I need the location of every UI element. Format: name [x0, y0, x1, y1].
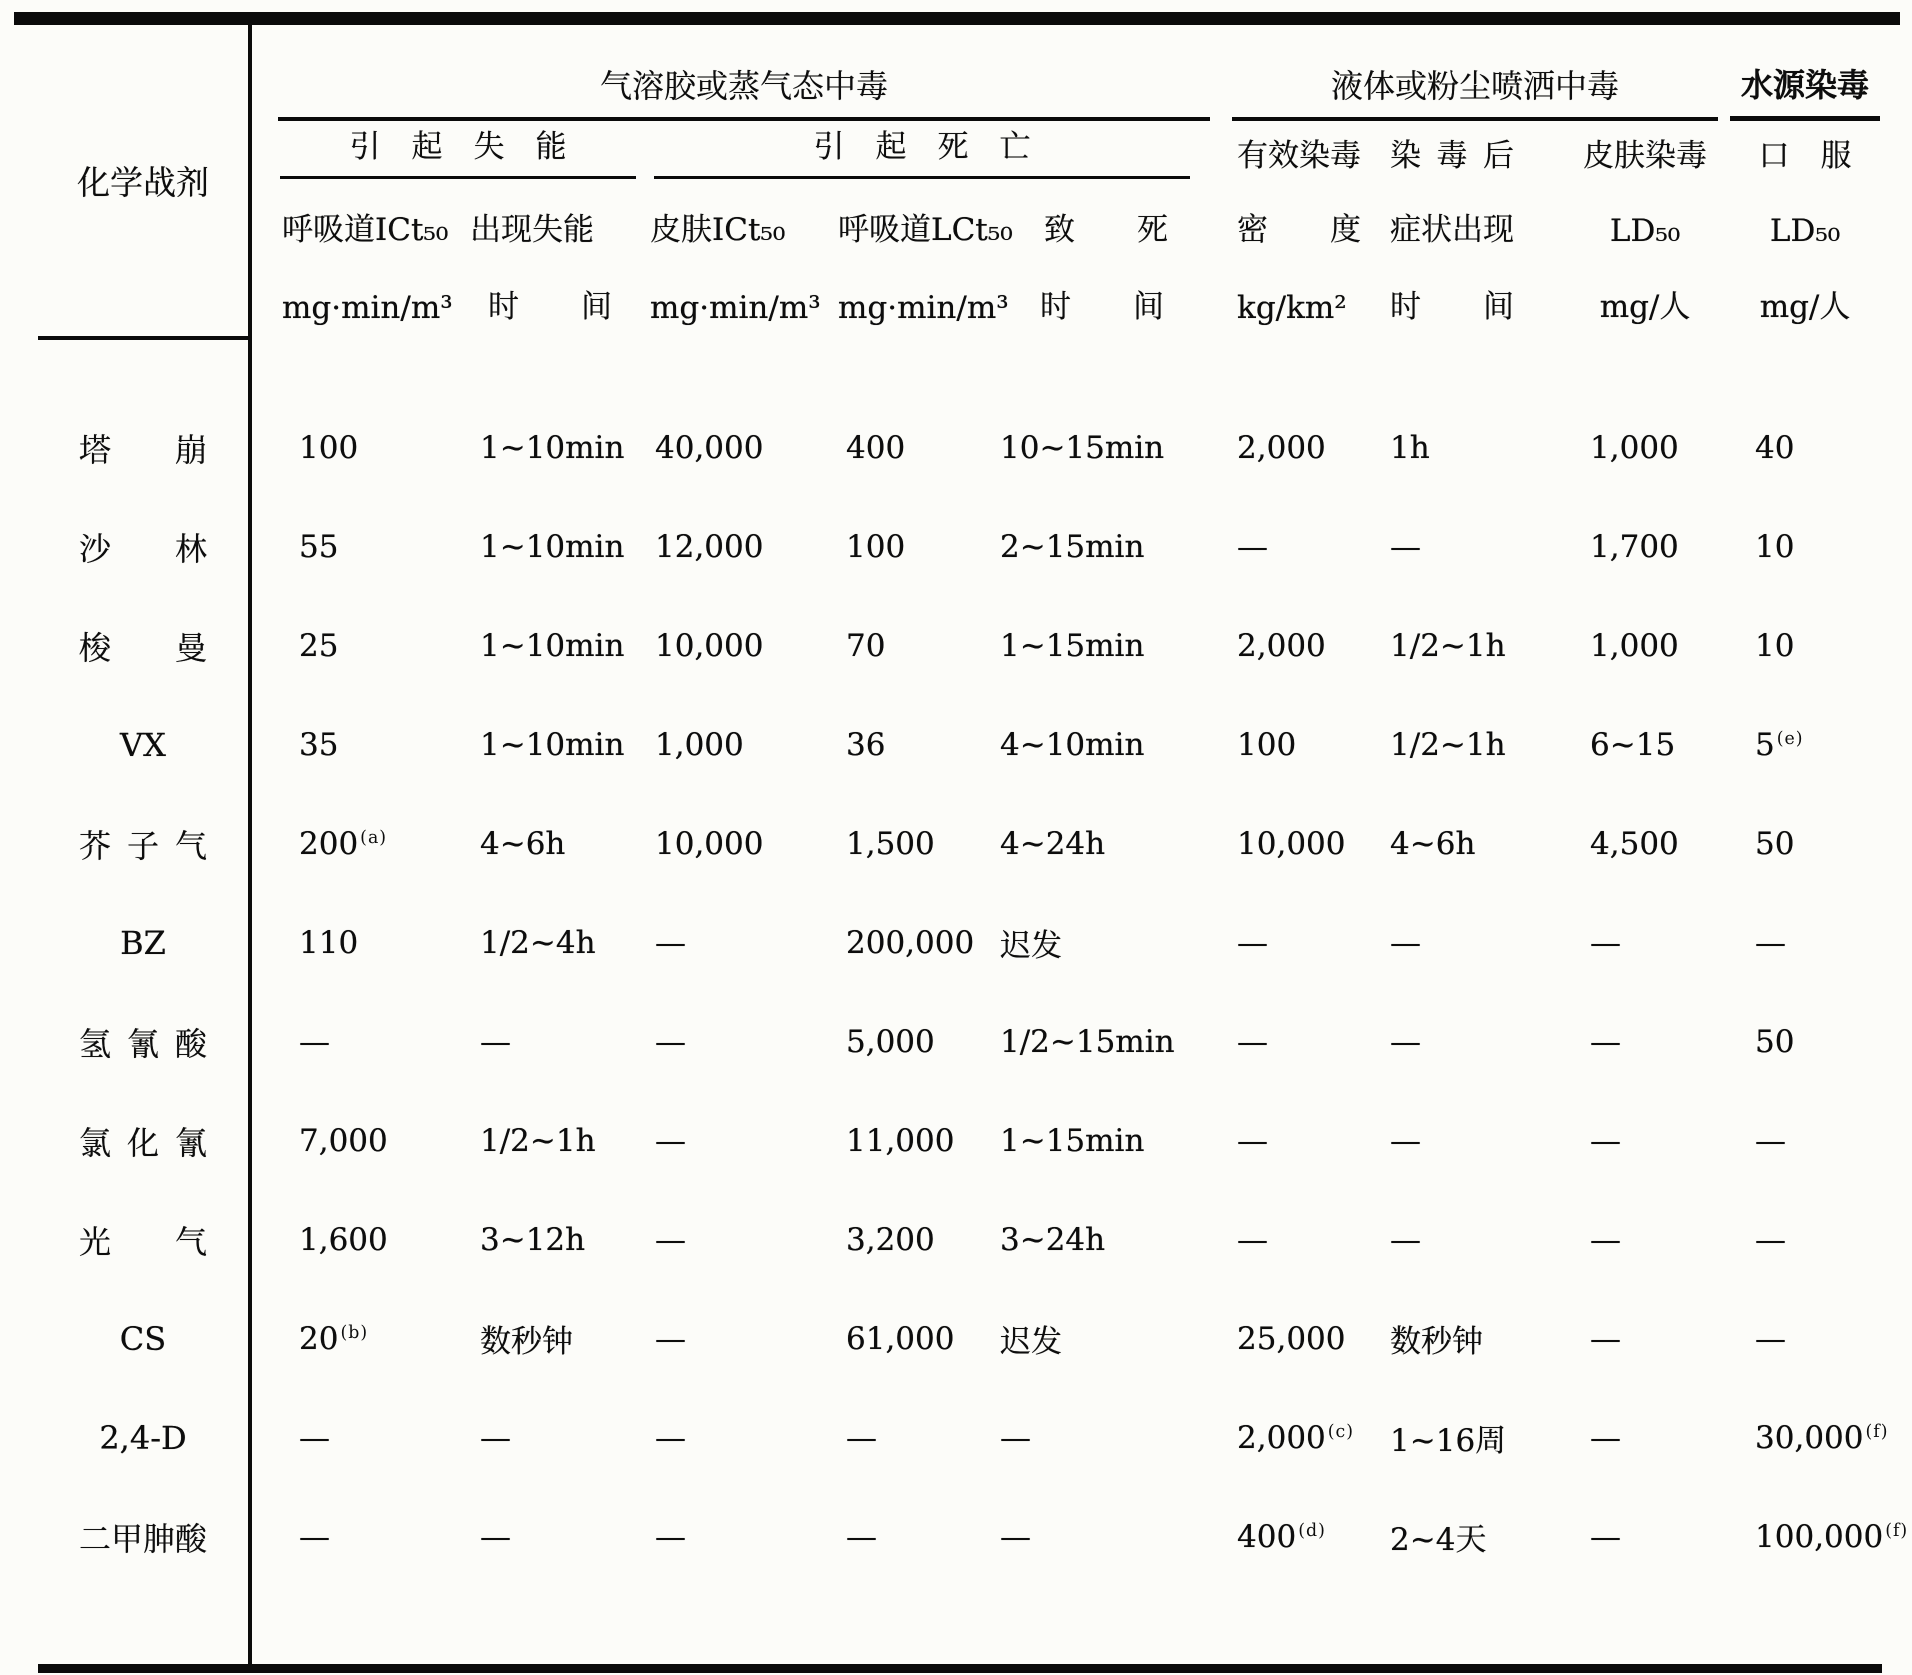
col-unit-oral-ld50: mg/人: [1759, 289, 1851, 325]
cell-symptom-onset-time: —: [1390, 924, 1422, 961]
cell-symptom-onset-time: —: [1390, 1122, 1422, 1159]
col-header-oral-ld50-line1: 口 服: [1758, 138, 1852, 174]
cell-death-time: 4~24h: [1000, 825, 1106, 862]
cell-skin-ld50: —: [1590, 1518, 1622, 1555]
cell-death-time: 10~15min: [1000, 429, 1165, 466]
cell-skin-ict50: —: [655, 1419, 686, 1456]
col-unit-skin-ld50: mg/人: [1599, 289, 1691, 325]
col-header-agent: 化学战剂: [38, 25, 250, 338]
cell-oral-ld50: 5 $^{(e)}$: [1755, 726, 1804, 763]
table-row: [38, 695, 1882, 794]
cell-resp-ict50: 1,600: [299, 1221, 388, 1258]
table-row: [38, 398, 1882, 497]
col-header-symptom-onset-line2: 症状出现: [1390, 212, 1515, 248]
cell-skin-ict50: —: [655, 1023, 686, 1060]
cell-resp-lct50: 70: [846, 627, 886, 664]
cell-death-time: 1~15min: [1000, 627, 1145, 664]
cell-resp-ict50: 55: [299, 528, 339, 565]
cell-incap-onset-time: 数秒钟: [480, 1324, 573, 1360]
cell-skin-ict50: 1,000: [655, 726, 744, 763]
group-header-water-contamination: [1728, 25, 1882, 121]
cell-resp-ict50: 25: [299, 627, 339, 664]
subgroup-header-death: [642, 121, 1228, 189]
cell-death-time: 2~15min: [1000, 528, 1145, 565]
cell-oral-ld50: —: [1755, 1122, 1787, 1159]
cell-incap-onset-time: 1~10min: [480, 726, 625, 763]
cell-death-time: 迟发: [1000, 928, 1062, 964]
cell-incap-onset-time: 3~12h: [480, 1221, 586, 1258]
cell-oral-ld50: —: [1755, 1221, 1787, 1258]
table-row: [38, 1289, 1882, 1388]
cell-symptom-onset-time: 1/2~1h: [1390, 726, 1506, 763]
agent-name: 光 气: [38, 1190, 250, 1289]
cell-symptom-onset-time: 数秒钟: [1390, 1324, 1484, 1360]
subgroup-header-incapacitation: [250, 121, 642, 189]
table-row: [38, 1190, 1882, 1289]
cell-skin-ld50: —: [1590, 1320, 1622, 1357]
cell-resp-lct50: 61,000: [846, 1320, 955, 1357]
cell-oral-ld50: 10: [1755, 528, 1795, 565]
spacer-cell: [38, 338, 250, 398]
cell-skin-ld50: 1,700: [1590, 528, 1679, 565]
table-row: [38, 794, 1882, 893]
cell-density: 25,000: [1237, 1320, 1346, 1357]
col-unit-symptom-onset: 时 间: [1390, 289, 1515, 325]
agent-name: 沙 林: [38, 497, 250, 596]
cell-death-time: 4~10min: [1000, 726, 1145, 763]
agent-name: BZ: [38, 893, 250, 992]
table-row: [38, 596, 1882, 695]
col-unit-resp-ict50: mg·min/m³: [282, 290, 453, 326]
cell-density: 100: [1237, 726, 1297, 763]
cell-resp-ict50: 200 $^{(a)}$: [299, 825, 388, 862]
cell-resp-lct50: —: [846, 1518, 877, 1555]
cell-symptom-onset-time: 4~6h: [1390, 825, 1476, 862]
spacer-cell: [250, 1586, 1882, 1669]
table-body: [38, 338, 1909, 1669]
table-row: [38, 1388, 1882, 1487]
cell-oral-ld50: 100,000 $^{(f)}$: [1755, 1518, 1909, 1555]
cell-skin-ld50: —: [1590, 1419, 1622, 1456]
cell-density: 400 $^{(d)}$: [1237, 1518, 1326, 1555]
cell-skin-ict50: —: [655, 924, 686, 961]
cell-skin-ict50: 10,000: [655, 825, 764, 862]
col-header-skin-ld50-line1: 皮肤染毒: [1583, 138, 1708, 174]
cell-resp-lct50: 100: [846, 528, 906, 565]
cell-symptom-onset-time: —: [1390, 528, 1422, 565]
cell-symptom-onset-time: 1~16周: [1390, 1423, 1507, 1459]
table-header: [38, 25, 1882, 338]
table-row: [38, 893, 1882, 992]
cell-incap-onset-time: —: [480, 1518, 511, 1555]
col-header-resp-ict50: 呼吸道ICt₅₀: [282, 212, 449, 248]
cell-death-time: 3~24h: [1000, 1221, 1106, 1258]
col-unit-resp-lct50: mg·min/m³: [838, 290, 1009, 326]
cell-density: 2,000: [1237, 429, 1326, 466]
cell-density: —: [1237, 1023, 1269, 1060]
cell-resp-ict50: 35: [299, 726, 339, 763]
cell-density: —: [1237, 1122, 1269, 1159]
cell-incap-onset-time: 1~10min: [480, 627, 625, 664]
agent-name: 2,4-D: [38, 1388, 250, 1487]
cell-resp-ict50: 20 $^{(b)}$: [299, 1320, 369, 1357]
cell-resp-lct50: 400: [846, 429, 906, 466]
cell-oral-ld50: 50: [1755, 1023, 1795, 1060]
table-frame: [14, 12, 1909, 1673]
cell-incap-onset-time: 1~10min: [480, 528, 625, 565]
cell-incap-onset-time: —: [480, 1419, 511, 1456]
cell-resp-lct50: 1,500: [846, 825, 935, 862]
cell-resp-lct50: —: [846, 1419, 877, 1456]
cell-death-time: 迟发: [1000, 1324, 1062, 1360]
cell-resp-lct50: 11,000: [846, 1122, 955, 1159]
cell-skin-ict50: —: [655, 1122, 686, 1159]
cell-death-time: 1~15min: [1000, 1122, 1145, 1159]
footnote-marker: (d): [1298, 1520, 1326, 1541]
cell-resp-lct50: 3,200: [846, 1221, 935, 1258]
col-header-death-time: 致 死: [1044, 212, 1168, 248]
cell-death-time: —: [1000, 1419, 1031, 1456]
subgroup-header-incapacitation-label: 引 起 失 能: [280, 121, 636, 179]
cell-oral-ld50: 30,000 $^{(f)}$: [1755, 1419, 1889, 1456]
footnote-marker: (a): [360, 827, 388, 848]
cell-incap-onset-time: 4~6h: [480, 825, 566, 862]
cell-resp-ict50: 110: [299, 924, 359, 961]
col-header-incap-onset: 出现失能: [470, 212, 594, 248]
toxicity-table: [38, 25, 1909, 1673]
cell-oral-ld50: —: [1755, 924, 1787, 961]
cell-skin-ict50: —: [655, 1221, 686, 1258]
cell-density: 2,000: [1237, 627, 1326, 664]
cell-incap-onset-time: 1/2~1h: [480, 1122, 596, 1159]
agent-name: VX: [38, 695, 250, 794]
col-unit-incap-onset: 时 间: [488, 289, 612, 325]
footnote-marker: (b): [340, 1322, 369, 1343]
cell-resp-ict50: —: [299, 1419, 330, 1456]
agent-name: 二甲胂酸: [38, 1487, 250, 1586]
col-header-skin-ld50-line2: LD₅₀: [1609, 213, 1681, 249]
cell-skin-ld50: 1,000: [1590, 429, 1679, 466]
cell-symptom-onset-time: 2~4天: [1390, 1522, 1487, 1558]
cell-skin-ld50: 1,000: [1590, 627, 1679, 664]
cell-symptom-onset-time: 1/2~1h: [1390, 627, 1506, 664]
cell-skin-ict50: 12,000: [655, 528, 764, 565]
col-unit-skin-ict50: mg·min/m³: [650, 290, 821, 326]
cell-symptom-onset-time: 1h: [1390, 429, 1430, 466]
spacer-row: [38, 338, 1882, 398]
cell-resp-lct50: 36: [846, 726, 886, 763]
col-header-oral-ld50-line2: LD₅₀: [1769, 213, 1841, 249]
col-header-density-line2: 密 度: [1237, 212, 1362, 248]
group-header-liquid-dust-spray-label: 液体或粉尘喷洒中毒: [1232, 61, 1718, 121]
cell-resp-lct50: 5,000: [846, 1023, 935, 1060]
cell-resp-ict50: 100: [299, 429, 359, 466]
cell-skin-ict50: 40,000: [655, 429, 764, 466]
cell-density: 10,000: [1237, 825, 1346, 862]
table-row: [38, 497, 1882, 596]
agent-name: 塔 崩: [38, 398, 250, 497]
cell-density: 2,000 $^{(c)}$: [1237, 1419, 1355, 1456]
header-row-subgroups: [38, 121, 1882, 189]
group-header-water-contamination-label: 水源染毒: [1730, 60, 1880, 121]
col-unit-density: kg/km²: [1237, 290, 1347, 326]
agent-name: 梭 曼: [38, 596, 250, 695]
footnote-marker: (f): [1865, 1421, 1889, 1442]
cell-skin-ld50: —: [1590, 1122, 1622, 1159]
col-header-density-line1: 有效染毒: [1237, 138, 1362, 174]
table-row: [38, 1091, 1882, 1190]
group-header-aerosol-vapor-label: 气溶胶或蒸气态中毒: [278, 61, 1210, 121]
cell-density: —: [1237, 924, 1269, 961]
spacer-cell: [38, 1586, 250, 1669]
agent-name: 氢 氰 酸: [38, 992, 250, 1091]
spacer-cell: [250, 338, 1882, 398]
cell-incap-onset-time: 1~10min: [480, 429, 625, 466]
agent-name: 氯 化 氰: [38, 1091, 250, 1190]
col-header-skin-ict50: 皮肤ICt₅₀: [650, 212, 786, 248]
col-header-resp-lct50: 呼吸道LCt₅₀: [838, 212, 1013, 248]
cell-resp-ict50: —: [299, 1518, 330, 1555]
footnote-marker: (c): [1327, 1421, 1355, 1442]
cell-skin-ld50: —: [1590, 1221, 1622, 1258]
group-header-liquid-dust-spray: [1228, 25, 1728, 121]
cell-resp-ict50: —: [299, 1023, 330, 1060]
cell-oral-ld50: 50: [1755, 825, 1795, 862]
group-header-aerosol-vapor: [250, 25, 1228, 121]
cell-symptom-onset-time: —: [1390, 1023, 1422, 1060]
cell-density: —: [1237, 528, 1269, 565]
col-unit-death-time: 时 间: [1040, 289, 1164, 325]
cell-symptom-onset-time: —: [1390, 1221, 1422, 1258]
agent-name: 芥 子 气: [38, 794, 250, 893]
footnote-marker: (f): [1885, 1520, 1909, 1541]
cell-skin-ld50: 6~15: [1590, 726, 1676, 763]
table-row: [38, 992, 1882, 1091]
cell-skin-ld50: 4,500: [1590, 825, 1679, 862]
cell-skin-ld50: —: [1590, 924, 1622, 961]
cell-death-time: —: [1000, 1518, 1031, 1555]
cell-skin-ict50: 10,000: [655, 627, 764, 664]
cell-resp-ict50: 7,000: [299, 1122, 388, 1159]
cell-oral-ld50: —: [1755, 1320, 1787, 1357]
cell-resp-lct50: 200,000: [846, 924, 975, 961]
subgroup-header-death-label: 引 起 死 亡: [654, 121, 1190, 179]
header-row-units: [38, 259, 1882, 338]
cell-death-time: 1/2~15min: [1000, 1023, 1175, 1060]
cell-skin-ict50: —: [655, 1320, 686, 1357]
col-header-symptom-onset-line1: 染 毒 后: [1390, 138, 1515, 174]
header-row-groups: [38, 25, 1882, 121]
cell-incap-onset-time: —: [480, 1023, 511, 1060]
table-row: [38, 1487, 1882, 1586]
header-row-names: [38, 189, 1882, 259]
cell-oral-ld50: 40: [1755, 429, 1795, 466]
footnote-marker: (e): [1776, 728, 1804, 749]
agent-name: CS: [38, 1289, 250, 1388]
cell-skin-ld50: —: [1590, 1023, 1622, 1060]
cell-incap-onset-time: 1/2~4h: [480, 924, 596, 961]
cell-skin-ict50: —: [655, 1518, 686, 1555]
spacer-row: [38, 1586, 1882, 1669]
cell-density: —: [1237, 1221, 1269, 1258]
cell-oral-ld50: 10: [1755, 627, 1795, 664]
